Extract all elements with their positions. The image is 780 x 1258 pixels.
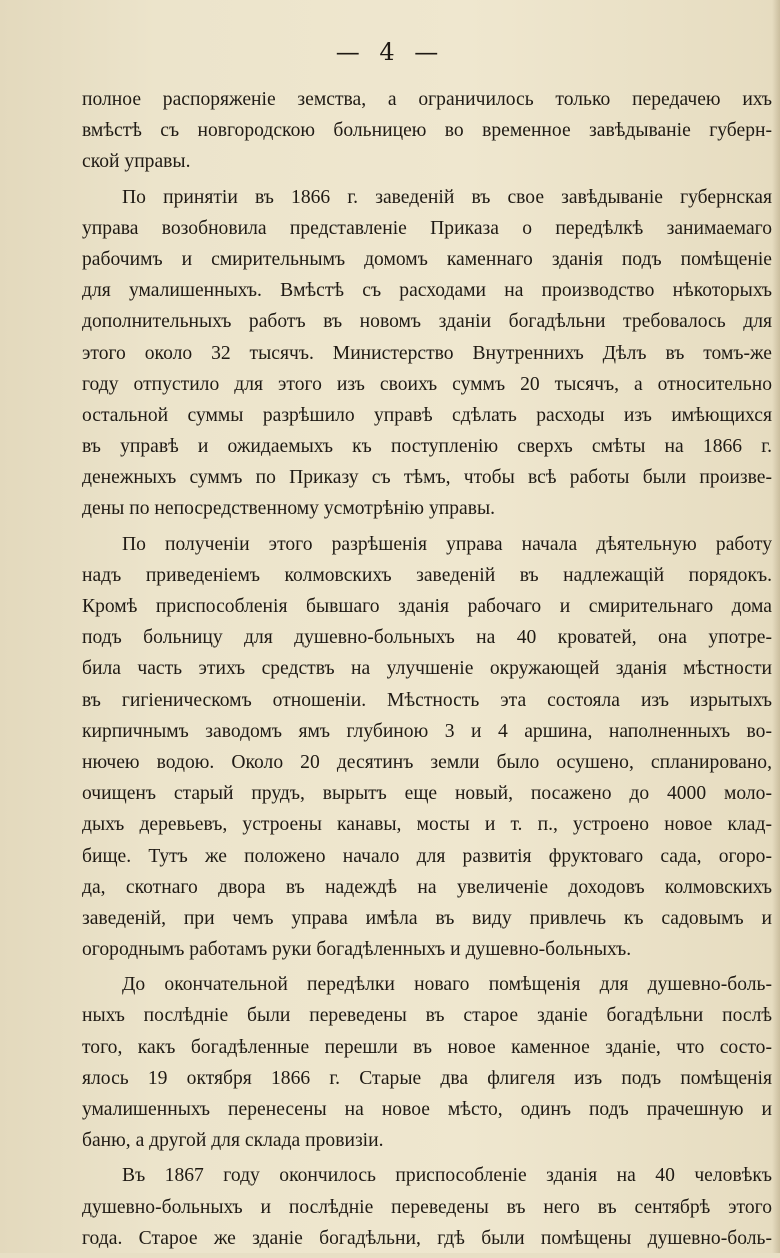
text-line: этого около 32 тысячъ. Министерство Внутреннихъ Дѣлъ въ томъ-же [82, 342, 772, 364]
text-line: остальной суммы разрѣшило управѣ сдѣлать расходы изъ имѣющихся [82, 404, 772, 426]
text-line: Кромѣ приспособленія бывшаго зданія рабочаго и смирительнаго дома [82, 596, 772, 617]
text-line: била часть этихъ средствъ на улучшеніе окружающей зданія мѣстности [82, 658, 772, 680]
paragraph-1 [82, 84, 772, 178]
text-line: Въ 1867 году окончилось приспособленіе зданія на 40 человѣкъ [122, 1165, 772, 1187]
text-line: По принятіи въ 1866 г. заведеній въ свое завѣдываніе губернская [122, 186, 772, 208]
paragraph-2 [82, 182, 772, 525]
text-line: ской управы. [82, 151, 191, 173]
text-line: дены по непосредственному усмотрѣнію управы. [82, 498, 496, 520]
text-line: умалишенныхъ перенесены на новое мѣсто, одинъ подъ прачешную и [82, 1099, 772, 1120]
text-line: надъ приведеніемъ колмовскихъ заведеній въ надлежащій порядокъ. [82, 564, 772, 586]
text-line: да, скотнаго двора въ надеждѣ на увеличеніе доходовъ колмовскихъ [82, 876, 772, 898]
text-line: До окончательной передѣлки новаго помѣщенія для душевно-боль- [122, 974, 772, 996]
text-line: очищенъ старый прудъ, вырытъ еще новый, посажено до 4000 моло- [82, 783, 772, 805]
body-text [82, 84, 772, 1258]
text-line: въ управѣ и ожидаемыхъ къ поступленію сверхъ смѣты на 1866 г. [82, 436, 772, 458]
text-line: баню, а другой для склада провизіи. [82, 1130, 384, 1152]
text-line: бище. Тутъ же положено начало для развитія фруктоваго сада, огоро- [82, 845, 772, 867]
text-line: для умалишенныхъ. Вмѣстѣ съ расходами на производство нѣкоторыхъ [82, 280, 772, 302]
page-edge-shadow [772, 0, 780, 1253]
text-line: По полученіи этого разрѣшенія управа начала дѣятельную работу [122, 533, 772, 555]
text-line: вмѣстѣ съ новгородскою больницею во временное завѣдываніе губерн- [82, 120, 772, 142]
text-line: того, какъ богадѣленные перешли въ новое каменное зданіе, что состо- [82, 1036, 772, 1058]
text-line: денежныхъ суммъ по Приказу съ тѣмъ, чтобы всѣ работы были произве- [82, 467, 772, 489]
text-line: дополнительныхъ работъ въ новомъ зданіи богадѣльни требовалось для [82, 311, 772, 333]
text-line: огороднымъ работамъ руки богадѣленныхъ и душевно-больныхъ. [82, 939, 632, 961]
text-line: кирпичнымъ заводомъ ямъ глубиною 3 и 4 аршина, наполненныхъ во- [82, 720, 772, 742]
text-line: ныхъ послѣдніе были переведены въ старое зданіе богадѣльни послѣ [82, 1005, 772, 1027]
page-number: — 4 — [335, 38, 445, 66]
paragraph-5 [82, 1160, 772, 1254]
text-line: году отпустило для этого изъ своихъ суммъ 20 тысячъ, а относительно [82, 373, 772, 395]
text-line: года. Старое же зданіе богадѣльни, гдѣ были помѣщены душевно-боль- [82, 1227, 772, 1249]
text-line: дыхъ деревьевъ, устроены канавы, мосты и т. п., устроено новое клад- [82, 814, 772, 836]
text-line: ялось 19 октября 1866 г. Старые два флигеля изъ подъ помѣщенія [82, 1067, 772, 1089]
text-line: душевно-больныхъ и послѣдніе переведены въ него въ сентябрѣ этого [82, 1196, 772, 1218]
paragraph-3 [82, 529, 772, 966]
paragraph-4 [82, 969, 772, 1156]
text-line: въ гигіеническомъ отношеніи. Мѣстность эта состояла изъ изрытыхъ [82, 689, 772, 711]
text-line: заведеній, при чемъ управа имѣла въ виду привлечь къ садовымъ и [82, 907, 772, 929]
text-line: управа возобновила представленіе Приказа о передѣлкѣ занимаемаго [82, 217, 772, 239]
text-line: подъ больницу для душевно-больныхъ на 40 кроватей, она употре- [82, 627, 772, 649]
text-line: рабочимъ и смирительнымъ домомъ каменнаго зданія подъ помѣщеніе [82, 248, 772, 270]
text-line: нючею водою. Около 20 десятинъ земли было осушено, спланировано, [82, 751, 772, 773]
text-line: полное распоряженіе земства, а ограничилось только передачею ихъ [82, 89, 772, 110]
